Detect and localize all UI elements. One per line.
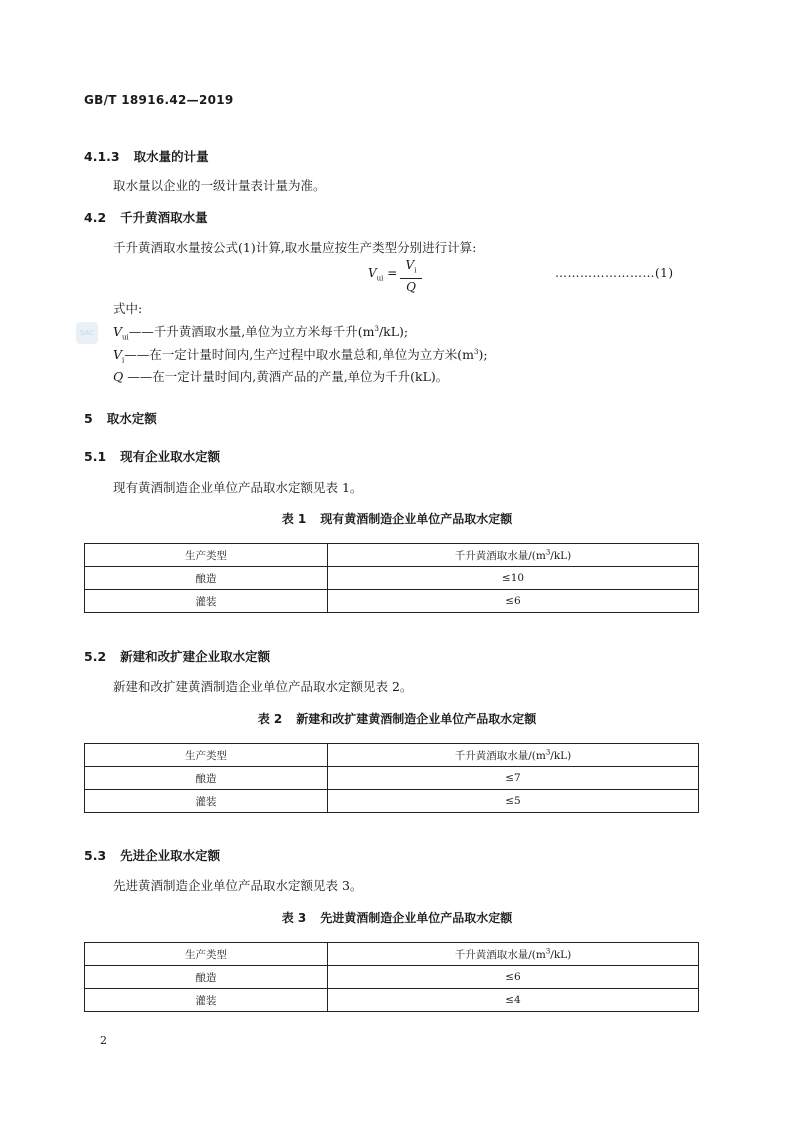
equation-number: ……………………(1) [555,266,674,280]
table-row [85,790,699,813]
table-row [85,567,699,590]
table-3-caption: 表 3 先进黄酒制造企业单位产品取水定额 [281,911,513,925]
section-5-3-heading [84,846,220,864]
watermark-stamp-icon: SAC [76,322,98,344]
where-label: 式中: [113,301,143,316]
section-number: 5.2 [84,649,107,664]
where-item: $V_{ui}——$千升黄酒取水量,单位为立方米每千升$(m^3/kL)$; [113,324,409,342]
table-cell: 灌装 [85,790,328,813]
table-cell: 灌装 [85,989,328,1012]
section-number: 5 [84,411,93,426]
table-row [85,966,699,989]
section-number: 4.1.3 [84,149,120,164]
table-cell: 灌装 [85,590,328,613]
table-cell: 酿造 [85,567,328,590]
section-5-2-heading [84,647,270,665]
formula-fraction: $V_i$ Q [400,258,422,294]
header-cell: 生产类型 [85,744,328,767]
formula-lhs: $V_{ui}$ = [368,266,398,283]
table-cell: ≤5 [328,790,699,813]
table-header-row [85,943,699,966]
section-5-heading [84,409,157,427]
section-4-1-3-heading [84,147,209,165]
table-cell: 酿造 [85,767,328,790]
section-title: 取水定额 [106,411,157,426]
where-item: $V_i——$在一定计量时间内,生产过程中取水量总和,单位为立方米$(m^3)$; [113,347,488,365]
table-cell: 酿造 [85,966,328,989]
section-number: 4.2 [84,210,107,225]
section-number: 5.1 [84,449,107,464]
table-1-caption: 表 1 现有黄酒制造企业单位产品取水定额 [281,512,513,526]
table-cell: ≤7 [328,767,699,790]
section-number: 5.3 [84,848,107,863]
section-5-1-text: 现有黄酒制造企业单位产品取水定额见表 1。 [113,480,363,495]
section-title: 先进企业取水定额 [120,848,221,863]
section-title: 新建和改扩建企业取水定额 [120,649,271,664]
header-cell: 千升黄酒取水量$/(m^3/kL)$ [328,744,699,767]
header-cell: 千升黄酒取水量$/(m^3/kL)$ [328,544,699,567]
section-4-1-3-text: 取水量以企业的一级计量表计量为准。 [113,178,326,193]
section-5-1-heading [84,447,220,465]
table-2 [84,743,699,813]
table-cell: ≤6 [328,590,699,613]
header-cell: 千升黄酒取水量$/(m^3/kL)$ [328,943,699,966]
header-cell: 生产类型 [85,544,328,567]
section-5-3-text: 先进黄酒制造企业单位产品取水定额见表 3。 [113,878,363,893]
table-cell: ≤10 [328,567,699,590]
table-1 [84,543,699,613]
table-header-row [85,744,699,767]
section-title: 千升黄酒取水量 [120,210,208,225]
section-title: 取水量的计量 [133,149,209,164]
table-cell: ≤6 [328,966,699,989]
page-number: 2 [100,1034,107,1047]
table-row [85,989,699,1012]
section-4-2-heading [84,208,208,226]
section-title: 现有企业取水定额 [120,449,221,464]
table-row [85,767,699,790]
header-cell: 生产类型 [85,943,328,966]
table-cell: ≤4 [328,989,699,1012]
table-header-row [85,544,699,567]
table-3 [84,942,699,1012]
where-item: Q ——在一定计量时间内,黄酒产品的产量,单位为千升(kL)。 [113,369,449,384]
standard-code: GB/T 18916.42—2019 [84,93,234,107]
table-2-caption: 表 2 新建和改扩建黄酒制造企业单位产品取水定额 [257,712,537,726]
section-5-2-text: 新建和改扩建黄酒制造企业单位产品取水定额见表 2。 [113,679,413,694]
table-row [85,590,699,613]
section-4-2-text: 千升黄酒取水量按公式(1)计算,取水量应按生产类型分别进行计算: [113,240,477,255]
